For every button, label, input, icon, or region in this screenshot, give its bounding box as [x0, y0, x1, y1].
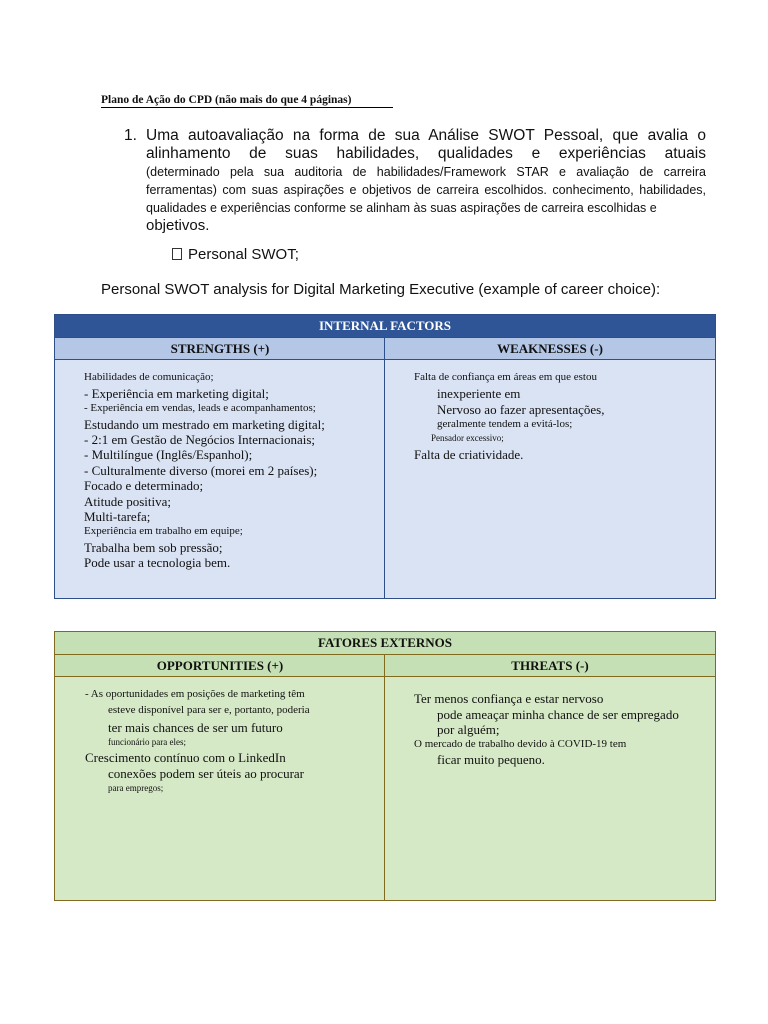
- bullet-text: Personal SWOT;: [188, 246, 299, 263]
- opportunities-header: OPPORTUNITIES (+): [156, 658, 284, 673]
- strength-item: - Multilíngue (Inglês/Espanhol);: [84, 447, 253, 462]
- opportunity-item: Crescimento contínuo com o LinkedIn: [85, 750, 286, 765]
- item1-end: objetivos.: [146, 217, 210, 234]
- opportunity-item: funcionário para eles;: [108, 737, 186, 747]
- threats-header: THREATS (-): [511, 658, 589, 673]
- intro-text: Personal SWOT analysis for Digital Marketing Executive (example of career choice):: [101, 281, 661, 298]
- item1-line2: alinhamento de suas habilidades, qualidades e experiências atuais: [146, 145, 706, 162]
- weakness-item: Pensador excessivo;: [431, 433, 504, 443]
- strength-item: Atitude positiva;: [84, 494, 172, 509]
- column-divider: [384, 654, 385, 900]
- weaknesses-header: WEAKNESSES (-): [497, 341, 603, 356]
- column-header-row: [55, 337, 715, 360]
- item1-line1: Uma autoavaliação na forma de sua Análise SWOT Pessoal, que avalia o: [146, 127, 706, 144]
- personal-swot-bullet: [172, 246, 299, 263]
- item1-small-text: (determinado pela sua auditoria de habilidades/Framework STAR e avaliação de carreira ferramentas) com suas aspirações e objetivos de carreira escolhidos. conhecimento, habilidades, qualidades e experiências conforme se alinham às suas aspirações de carreira escolhidas e: [146, 165, 706, 215]
- opportunity-item: - As oportunidades em posições de marketing têm: [85, 688, 305, 700]
- weakness-item: Nervoso ao fazer apresentações,: [437, 402, 605, 417]
- weakness-item: inexperiente em: [437, 386, 521, 401]
- strength-item: Estudando um mestrado em marketing digital;: [84, 417, 325, 432]
- strength-item: Experiência em trabalho em equipe;: [84, 525, 243, 537]
- strength-item: Focado e determinado;: [84, 478, 204, 493]
- page-heading: Plano de Ação do CPD (não mais do que 4 páginas): [101, 94, 393, 108]
- strength-item: Habilidades de comunicação;: [84, 371, 214, 383]
- column-divider: [384, 337, 385, 598]
- internal-factors-table: [54, 314, 716, 599]
- table-title: FATORES EXTERNOS: [55, 632, 715, 655]
- missing-glyph-icon: [172, 248, 182, 260]
- strength-item: Pode usar a tecnologia bem.: [84, 555, 231, 570]
- weakness-item: geralmente tendem a evitá-los;: [437, 418, 573, 430]
- threat-item: pode ameaçar minha chance de ser empregado: [437, 707, 679, 722]
- strength-item: - Experiência em vendas, leads e acompanhamentos;: [84, 402, 316, 414]
- strength-item: - Culturalmente diverso (morei em 2 países);: [84, 463, 318, 478]
- weakness-item: Falta de confiança em áreas em que estou: [414, 371, 597, 383]
- threat-item: Ter menos confiança e estar nervoso: [414, 691, 604, 706]
- strength-item: Trabalha bem sob pressão;: [84, 540, 223, 555]
- column-header-row: [55, 655, 715, 677]
- list-item-1: [124, 127, 706, 235]
- threat-item: O mercado de trabalho devido à COVID-19 tem: [414, 738, 627, 750]
- opportunity-item: para empregos;: [108, 783, 164, 793]
- list-number: 1.: [124, 127, 137, 144]
- weakness-item: Falta de criatividade.: [414, 447, 524, 462]
- strength-item: - Experiência em marketing digital;: [84, 386, 269, 401]
- opportunity-item: conexões podem ser úteis ao procurar: [108, 766, 305, 781]
- opportunity-item: esteve disponível para ser e, portanto, poderia: [108, 704, 310, 716]
- strength-item: - 2:1 em Gestão de Negócios Internacionais;: [84, 432, 316, 447]
- threat-item: por alguém;: [437, 722, 500, 737]
- threat-item: ficar muito pequeno.: [437, 752, 545, 767]
- table-title: INTERNAL FACTORS: [55, 315, 715, 337]
- strengths-header: STRENGTHS (+): [170, 341, 270, 356]
- external-factors-table: [54, 631, 716, 901]
- strength-item: Multi-tarefa;: [84, 509, 151, 524]
- opportunity-item: ter mais chances de ser um futuro: [108, 720, 283, 735]
